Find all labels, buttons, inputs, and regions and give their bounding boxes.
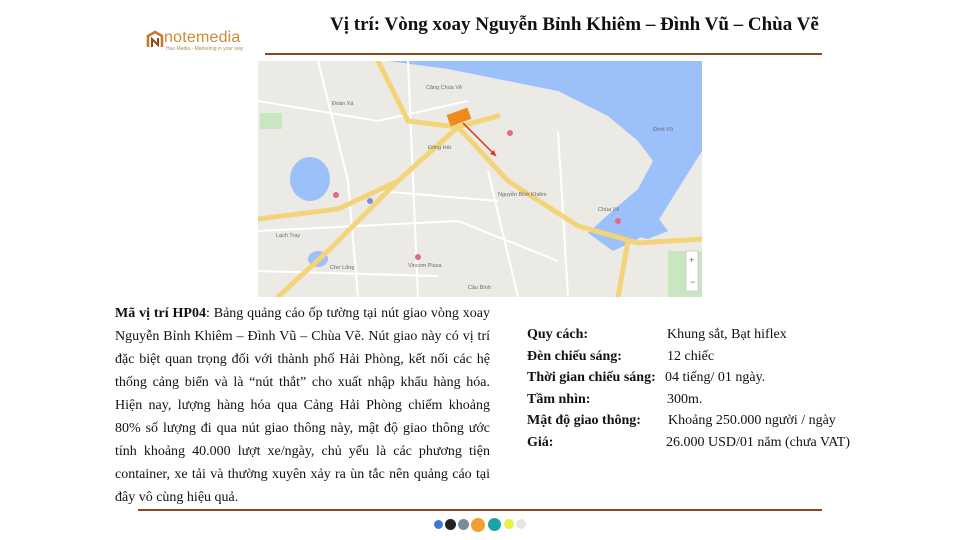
place-pin-icon[interactable] — [415, 254, 421, 260]
color-dot — [471, 518, 485, 532]
park-area — [260, 113, 282, 129]
spec-row-lighting-time — [527, 370, 887, 392]
map-label: Nguyễn Bỉnh Khiêm — [498, 192, 547, 198]
spec-row-price — [527, 435, 887, 457]
color-dot — [488, 518, 501, 531]
place-pin-icon[interactable] — [615, 218, 621, 224]
zoom-in-icon[interactable]: + — [689, 255, 695, 265]
spec-value: Khoảng 250.000 người / ngày — [668, 413, 836, 428]
color-dot — [458, 519, 469, 530]
map-canvas — [258, 61, 702, 297]
spec-label: Đèn chiếu sáng: — [527, 348, 622, 364]
map-label: Chùa Vẽ — [598, 207, 620, 213]
spec-row-size — [527, 327, 887, 349]
spec-row-traffic — [527, 413, 887, 435]
location-description — [115, 302, 490, 509]
logo — [145, 27, 255, 55]
description-text: : Bảng quảng cáo ốp tường tại nút giao vòng xoay Nguyễn Bỉnh Khiêm – Đình Vũ – Chùa Vẽ. Nút giao này có vị trí đặc biệt quan trọng đối với thành phố Hải Phòng, kết nối các hệ thống cảng biển và là “nút thắt” cho xuất nhập khẩu hàng hóa. Hiện nay, lượng hàng hóa qua Cảng Hải Phòng chiếm khoảng 80% số lượng đi qua nút giao thông này, mật độ giao thông ước tính khoảng 40.000 lượt xe/ngày, chủ yếu là các phương tiện container, xe tải và thường xuyên xảy ra ùn tắc nên quảng cáo tại đây vô cùng hiệu quả. — [115, 306, 490, 505]
map-label: Lạch Tray — [276, 233, 301, 239]
spec-row-lights — [527, 349, 887, 371]
logo-tagline: Hue Media - Marketing in your way — [166, 46, 244, 52]
footer-divider — [138, 509, 822, 511]
color-dot — [504, 519, 514, 529]
notemedia-logo-icon — [145, 30, 165, 50]
place-pin-icon[interactable] — [333, 192, 339, 198]
map-label: Vincom Plaza — [408, 263, 442, 269]
location-code: Mã vị trí HP04 — [115, 306, 206, 321]
place-pin-icon[interactable] — [507, 130, 513, 136]
spec-row-visibility — [527, 392, 887, 414]
spec-value: 04 tiếng/ 01 ngày. — [665, 370, 766, 385]
spec-label: Thời gian chiếu sáng: — [527, 370, 656, 385]
spec-value: 26.000 USD/01 năm (chưa VAT) — [666, 434, 851, 450]
color-dot — [434, 520, 443, 529]
map-label: Chợ Lũng — [330, 265, 355, 271]
spec-label: Giá: — [527, 434, 554, 450]
spec-value: Khung sắt, Bạt hiflex — [667, 327, 787, 342]
lake-west — [290, 157, 330, 201]
place-pin-icon[interactable] — [367, 198, 373, 204]
logo-text: notemedia — [164, 29, 241, 46]
spec-table — [527, 327, 887, 456]
title-underline — [265, 53, 822, 55]
map-label: Đoàn Xá — [332, 101, 354, 107]
color-dot — [445, 519, 456, 530]
spec-label: Quy cách: — [527, 327, 589, 342]
spec-value: 300m. — [667, 391, 703, 407]
spec-label: Tầm nhìn: — [527, 391, 591, 407]
spec-label: Mật độ giao thông: — [527, 413, 641, 428]
map-label: Cầu Bính — [468, 285, 491, 291]
map-label: Cảng Chùa Vẽ — [426, 85, 463, 91]
map-label: Đông Hải — [428, 145, 451, 151]
spec-value: 12 chiếc — [667, 348, 715, 364]
zoom-out-icon[interactable]: − — [690, 277, 696, 287]
page-title: Vị trí: Vòng xoay Nguyễn Bỉnh Khiêm – Đình Vũ – Chùa Vẽ — [330, 14, 819, 35]
location-map[interactable] — [258, 61, 702, 297]
map-label: Đình Vũ — [653, 127, 673, 133]
color-dot — [516, 519, 526, 529]
